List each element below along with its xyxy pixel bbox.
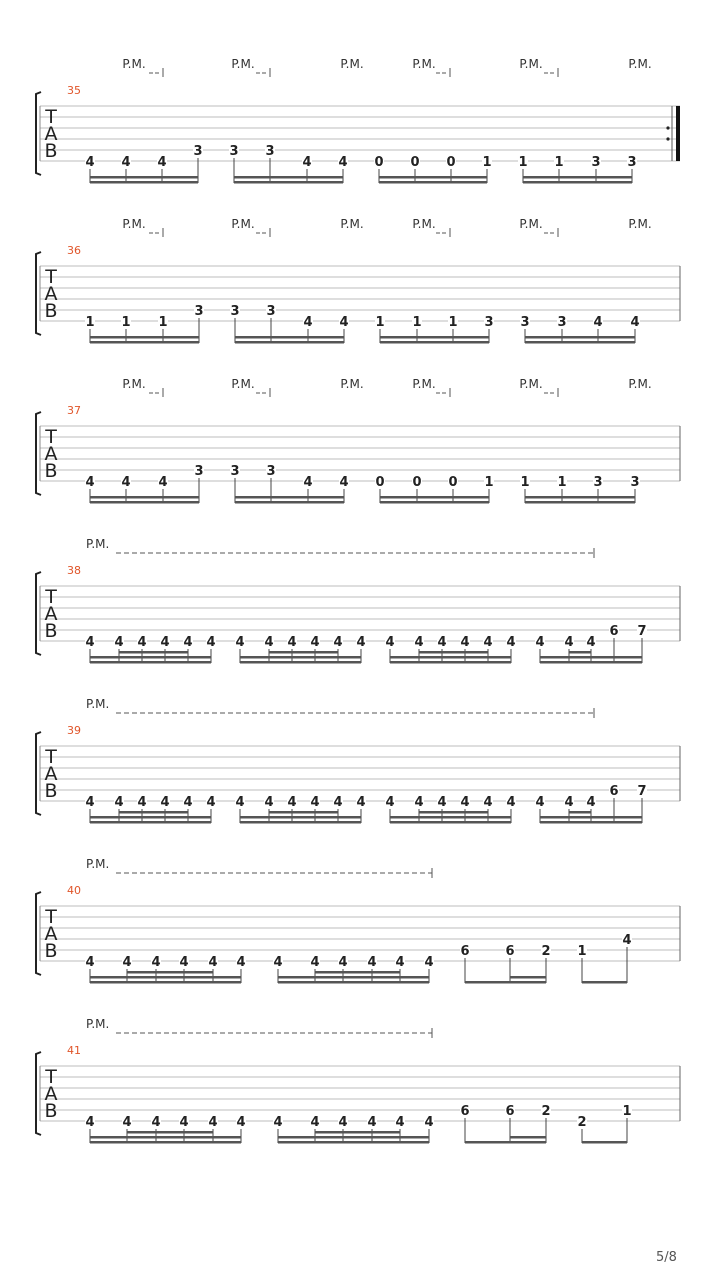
palm-mute-label: P.M. <box>122 57 146 71</box>
fret-number: 0 <box>412 475 422 490</box>
beam <box>90 501 199 504</box>
fret-number: 6 <box>460 1104 470 1119</box>
fret-number: 4 <box>333 795 343 810</box>
fret-number: 0 <box>375 475 385 490</box>
fret-number: 4 <box>235 795 245 810</box>
fret-number: 4 <box>157 155 167 170</box>
fret-number: 4 <box>338 955 348 970</box>
measure-number: 35 <box>67 84 81 97</box>
fret-number: 4 <box>506 635 516 650</box>
fret-number: 6 <box>505 944 515 959</box>
fret-number: 4 <box>160 795 170 810</box>
fret-number: 4 <box>414 795 424 810</box>
fret-number: 4 <box>137 635 147 650</box>
tab-clef-letter: A <box>44 1083 58 1105</box>
beam <box>278 1136 429 1139</box>
fret-number: 4 <box>535 795 545 810</box>
beam <box>90 1136 241 1139</box>
beam <box>525 501 635 504</box>
beam <box>540 656 642 659</box>
palm-mute-label: P.M. <box>231 217 255 231</box>
beam <box>380 336 489 339</box>
beam <box>90 1141 241 1144</box>
beam <box>240 656 361 659</box>
tab-clef-letter: T <box>45 586 57 608</box>
fret-number: 4 <box>564 635 574 650</box>
fret-number: 3 <box>593 475 603 490</box>
measure-number: 39 <box>67 724 81 737</box>
fret-number: 1 <box>518 155 528 170</box>
fret-number: 4 <box>137 795 147 810</box>
beam <box>234 181 343 184</box>
fret-number: 4 <box>208 955 218 970</box>
fret-number: 3 <box>591 155 601 170</box>
fret-number: 4 <box>121 475 131 490</box>
fret-number: 4 <box>564 795 574 810</box>
beam <box>569 811 591 814</box>
tab-clef-letter: B <box>44 460 58 482</box>
beam <box>240 816 361 819</box>
fret-number: 4 <box>414 635 424 650</box>
repeat-thick-barline <box>676 106 680 161</box>
fret-number: 4 <box>586 635 596 650</box>
fret-number: 4 <box>151 1115 161 1130</box>
fret-number: 3 <box>627 155 637 170</box>
fret-number: 4 <box>385 795 395 810</box>
beam <box>119 651 188 654</box>
fret-number: 4 <box>356 795 366 810</box>
fret-number: 2 <box>541 1104 551 1119</box>
page-number: 5/8 <box>656 1250 677 1265</box>
fret-number: 4 <box>593 315 603 330</box>
fret-number: 4 <box>339 475 349 490</box>
beam <box>540 816 642 819</box>
beam <box>90 821 211 824</box>
beam <box>235 341 344 344</box>
fret-number: 4 <box>437 635 447 650</box>
palm-mute-label: P.M. <box>628 57 652 71</box>
fret-number: 1 <box>622 1104 632 1119</box>
fret-number: 4 <box>114 795 124 810</box>
fret-number: 3 <box>630 475 640 490</box>
fret-number: 4 <box>85 955 95 970</box>
tab-clef-letter: T <box>45 266 57 288</box>
tab-clef-letter: B <box>44 300 58 322</box>
beam <box>234 176 343 179</box>
fret-number: 4 <box>121 155 131 170</box>
palm-mute-label: P.M. <box>628 377 652 391</box>
beam <box>390 821 511 824</box>
beam <box>90 176 198 179</box>
palm-mute-label: P.M. <box>231 57 255 71</box>
beam <box>240 821 361 824</box>
beam <box>278 976 429 979</box>
palm-mute-label: P.M. <box>340 217 364 231</box>
fret-number: 6 <box>505 1104 515 1119</box>
tab-clef-letter: T <box>45 426 57 448</box>
fret-number: 4 <box>338 155 348 170</box>
beam <box>90 336 199 339</box>
fret-number: 3 <box>194 304 204 319</box>
beam <box>278 1141 429 1144</box>
fret-number: 1 <box>577 944 587 959</box>
fret-number: 4 <box>85 795 95 810</box>
palm-mute-label: P.M. <box>412 217 436 231</box>
tab-clef-letter: B <box>44 940 58 962</box>
beam <box>90 341 199 344</box>
fret-number: 4 <box>460 795 470 810</box>
fret-number: 4 <box>235 635 245 650</box>
fret-number: 1 <box>448 315 458 330</box>
tab-clef-letter: A <box>44 123 58 145</box>
fret-number: 4 <box>85 1115 95 1130</box>
beam <box>127 971 213 974</box>
fret-number: 4 <box>179 955 189 970</box>
beam <box>379 176 487 179</box>
beam <box>90 661 211 664</box>
fret-number: 3 <box>266 464 276 479</box>
beam <box>90 976 241 979</box>
fret-number: 4 <box>236 955 246 970</box>
beam <box>419 651 488 654</box>
measure-number: 41 <box>67 1044 81 1057</box>
fret-number: 0 <box>448 475 458 490</box>
fret-number: 1 <box>482 155 492 170</box>
fret-number: 4 <box>483 795 493 810</box>
tab-clef-letter: A <box>44 923 58 945</box>
beam <box>510 1136 546 1139</box>
fret-number: 4 <box>114 635 124 650</box>
fret-number: 4 <box>338 1115 348 1130</box>
beam <box>390 661 511 664</box>
fret-number: 4 <box>385 635 395 650</box>
fret-number: 4 <box>264 795 274 810</box>
beam <box>278 981 429 984</box>
fret-number: 3 <box>194 464 204 479</box>
beam <box>315 1131 400 1134</box>
beam <box>465 1141 546 1144</box>
fret-number: 4 <box>264 635 274 650</box>
beam <box>582 981 627 984</box>
fret-number: 3 <box>230 464 240 479</box>
fret-number: 4 <box>437 795 447 810</box>
fret-number: 4 <box>183 635 193 650</box>
fret-number: 6 <box>609 624 619 639</box>
palm-mute-label: P.M. <box>519 57 543 71</box>
fret-number: 4 <box>85 155 95 170</box>
fret-number: 4 <box>622 933 632 948</box>
fret-number: 4 <box>179 1115 189 1130</box>
fret-number: 4 <box>367 1115 377 1130</box>
fret-number: 4 <box>310 635 320 650</box>
beam <box>235 336 344 339</box>
tab-clef-letter: A <box>44 603 58 625</box>
fret-number: 4 <box>310 1115 320 1130</box>
beam <box>90 656 211 659</box>
fret-number: 0 <box>446 155 456 170</box>
fret-number: 4 <box>310 795 320 810</box>
fret-number: 3 <box>265 144 275 159</box>
fret-number: 4 <box>506 795 516 810</box>
fret-number: 4 <box>85 635 95 650</box>
fret-number: 4 <box>85 475 95 490</box>
palm-mute-label: P.M. <box>340 377 364 391</box>
fret-number: 1 <box>158 315 168 330</box>
beam <box>540 661 642 664</box>
fret-number: 4 <box>303 315 313 330</box>
fret-number: 3 <box>193 144 203 159</box>
tab-clef-letter: T <box>45 746 57 768</box>
fret-number: 4 <box>208 1115 218 1130</box>
palm-mute-label: P.M. <box>519 377 543 391</box>
beam <box>127 1131 213 1134</box>
fret-number: 4 <box>122 955 132 970</box>
tab-clef-letter: A <box>44 763 58 785</box>
beam <box>569 651 591 654</box>
palm-mute-label: P.M. <box>86 537 110 551</box>
fret-number: 1 <box>554 155 564 170</box>
beam <box>390 656 511 659</box>
tab-clef-letter: B <box>44 1100 58 1122</box>
tab-clef-letter: T <box>45 906 57 928</box>
palm-mute-label: P.M. <box>86 697 110 711</box>
fret-number: 4 <box>206 635 216 650</box>
repeat-dot <box>666 126 669 129</box>
fret-number: 4 <box>483 635 493 650</box>
fret-number: 4 <box>339 315 349 330</box>
fret-number: 4 <box>303 475 313 490</box>
beam <box>525 341 635 344</box>
fret-number: 3 <box>266 304 276 319</box>
fret-number: 3 <box>229 144 239 159</box>
beam <box>379 181 487 184</box>
fret-number: 4 <box>273 955 283 970</box>
fret-number: 7 <box>637 784 647 799</box>
fret-number: 3 <box>520 315 530 330</box>
measure-number: 38 <box>67 564 81 577</box>
fret-number: 4 <box>310 955 320 970</box>
repeat-dot <box>666 137 669 140</box>
beam <box>90 816 211 819</box>
fret-number: 4 <box>535 635 545 650</box>
tab-clef-letter: B <box>44 620 58 642</box>
tab-clef-letter: B <box>44 140 58 162</box>
fret-number: 0 <box>374 155 384 170</box>
fret-number: 3 <box>230 304 240 319</box>
palm-mute-label: P.M. <box>412 57 436 71</box>
fret-number: 2 <box>541 944 551 959</box>
fret-number: 4 <box>236 1115 246 1130</box>
palm-mute-label: P.M. <box>412 377 436 391</box>
fret-number: 3 <box>557 315 567 330</box>
fret-number: 4 <box>356 635 366 650</box>
fret-number: 1 <box>121 315 131 330</box>
beam <box>269 651 338 654</box>
fret-number: 4 <box>395 955 405 970</box>
beam <box>119 811 188 814</box>
beam <box>90 496 199 499</box>
beam <box>380 496 489 499</box>
palm-mute-label: P.M. <box>122 217 146 231</box>
fret-number: 3 <box>484 315 494 330</box>
fret-number: 4 <box>183 795 193 810</box>
fret-number: 4 <box>630 315 640 330</box>
beam <box>380 501 489 504</box>
beam <box>510 976 546 979</box>
beam <box>240 661 361 664</box>
beam <box>380 341 489 344</box>
fret-number: 1 <box>484 475 494 490</box>
palm-mute-label: P.M. <box>86 1017 110 1031</box>
tab-clef-letter: T <box>45 106 57 128</box>
tab-clef-letter: A <box>44 283 58 305</box>
fret-number: 4 <box>586 795 596 810</box>
fret-number: 4 <box>424 1115 434 1130</box>
palm-mute-label: P.M. <box>340 57 364 71</box>
beam <box>235 496 344 499</box>
fret-number: 4 <box>122 1115 132 1130</box>
fret-number: 4 <box>333 635 343 650</box>
tab-clef-letter: B <box>44 780 58 802</box>
fret-number: 4 <box>424 955 434 970</box>
palm-mute-label: P.M. <box>628 217 652 231</box>
fret-number: 4 <box>151 955 161 970</box>
palm-mute-label: P.M. <box>86 857 110 871</box>
fret-number: 2 <box>577 1115 587 1130</box>
fret-number: 4 <box>160 635 170 650</box>
beam <box>390 816 511 819</box>
measure-number: 36 <box>67 244 81 257</box>
fret-number: 1 <box>557 475 567 490</box>
fret-number: 4 <box>302 155 312 170</box>
fret-number: 4 <box>367 955 377 970</box>
beam <box>235 501 344 504</box>
beam <box>419 811 488 814</box>
measure-number: 40 <box>67 884 81 897</box>
fret-number: 1 <box>375 315 385 330</box>
fret-number: 4 <box>460 635 470 650</box>
palm-mute-label: P.M. <box>122 377 146 391</box>
beam <box>582 1141 627 1144</box>
beam <box>523 181 632 184</box>
fret-number: 4 <box>206 795 216 810</box>
palm-mute-label: P.M. <box>519 217 543 231</box>
fret-number: 4 <box>273 1115 283 1130</box>
fret-number: 6 <box>609 784 619 799</box>
measure-number: 37 <box>67 404 81 417</box>
fret-number: 4 <box>395 1115 405 1130</box>
beam <box>90 981 241 984</box>
fret-number: 1 <box>520 475 530 490</box>
beam <box>269 811 338 814</box>
beam <box>465 981 546 984</box>
fret-number: 6 <box>460 944 470 959</box>
beam <box>523 176 632 179</box>
beam <box>315 971 400 974</box>
fret-number: 4 <box>287 635 297 650</box>
fret-number: 4 <box>287 795 297 810</box>
fret-number: 4 <box>158 475 168 490</box>
beam <box>525 336 635 339</box>
fret-number: 1 <box>85 315 95 330</box>
palm-mute-label: P.M. <box>231 377 255 391</box>
fret-number: 0 <box>410 155 420 170</box>
tab-clef-letter: T <box>45 1066 57 1088</box>
beam <box>525 496 635 499</box>
tab-clef-letter: A <box>44 443 58 465</box>
fret-number: 7 <box>637 624 647 639</box>
beam <box>540 821 642 824</box>
fret-number: 1 <box>412 315 422 330</box>
beam <box>90 181 198 184</box>
